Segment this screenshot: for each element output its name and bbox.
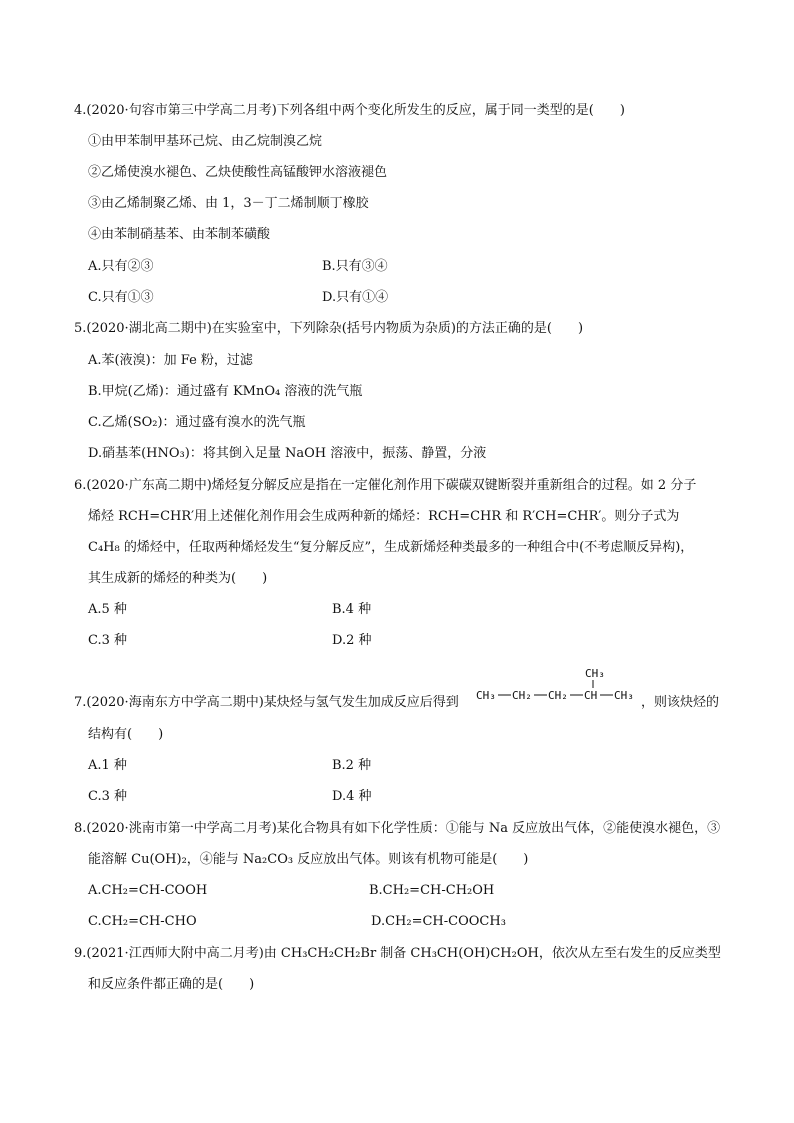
formula-atom-2: CH₂ <box>512 689 532 702</box>
question-7-option-d: D.4 种 <box>332 789 372 804</box>
question-7-stem-line-2: 结构有( ) <box>88 727 164 742</box>
question-7-option-c: C.3 种 <box>88 789 128 804</box>
question-6-option-a: A.5 种 <box>88 602 127 617</box>
question-4-option-b: B.只有③④ <box>322 259 388 274</box>
question-7-option-a: A.1 种 <box>88 758 127 773</box>
structural-formula <box>476 666 640 710</box>
question-4-option-c: C.只有①③ <box>88 290 154 305</box>
question-6-stem: 6.(2020·广东高二期中)烯烃复分解反应是指在一定催化剂作用下碳碳双键断裂并重新组合的过程。如 2 分子 <box>74 478 697 493</box>
question-8-stem: 8.(2020·洮南市第一中学高二月考)某化合物具有如下化学性质：①能与 Na 反应放出气体，②能使溴水褪色，③ <box>74 821 721 836</box>
question-6-stem-line-4: 其生成新的烯烃的种类为( ) <box>88 571 268 586</box>
formula-atom-3: CH₂ <box>548 689 568 702</box>
question-8-stem-line-2: 能溶解 Cu(OH)₂，④能与 Na₂CO₃ 反应放出气体。则该有机物可能是( ) <box>88 852 529 867</box>
question-6-stem-line-3: C₄H₈ 的烯烃中，任取两种烯烃发生“复分解反应”，生成新烯烃种类最多的一种组合中(不考虑顺反异构)， <box>88 540 694 555</box>
question-5-option-d: D.硝基苯(HNO₃)：将其倒入足量 NaOH 溶液中，振荡、静置，分液 <box>88 446 487 461</box>
question-4-item-3: ③由乙烯制聚乙烯、由 1，3－丁二烯制顺丁橡胶 <box>88 196 369 211</box>
question-6-option-d: D.2 种 <box>332 633 372 648</box>
question-8-option-b: B.CH₂=CH-CH₂OH <box>369 883 495 898</box>
question-6-option-b: B.4 种 <box>332 602 372 617</box>
question-4-stem: 4.(2020·句容市第三中学高二月考)下列各组中两个变化所发生的反应，属于同一类型的是( ) <box>74 103 625 118</box>
question-4-option-d: D.只有①④ <box>322 290 389 305</box>
question-9-stem: 9.(2021·江西师大附中高二月考)由 CH₃CH₂CH₂Br 制备 CH₃CH(OH)CH₂OH，依次从左至右发生的反应类型 <box>74 946 721 961</box>
question-6-stem-line-2: 烯烃 RCH=CHR′用上述催化剂作用会生成两种新的烯烃：RCH=CHR 和 R′CH=CHR′。则分子式为 <box>88 509 680 524</box>
question-6-option-c: C.3 种 <box>88 633 128 648</box>
question-5-option-c: C.乙烯(SO₂)：通过盛有溴水的洗气瓶 <box>88 415 306 430</box>
question-7-option-b: B.2 种 <box>332 758 372 773</box>
question-5-option-b: B.甲烷(乙烯)：通过盛有 KMnO₄ 溶液的洗气瓶 <box>88 384 363 399</box>
question-8-option-c: C.CH₂=CH-CHO <box>88 914 197 929</box>
formula-atom-5: CH₃ <box>614 689 634 702</box>
question-7-stem: 7.(2020·海南东方中学高二期中)某炔烃与氢气发生加成反应后得到 <box>74 695 459 710</box>
question-4-item-2: ②乙烯使溴水褪色、乙炔使酸性高锰酸钾水溶液褪色 <box>88 165 388 180</box>
question-9-stem-line-2: 和反应条件都正确的是( ) <box>88 977 255 992</box>
formula-branch-ch3: CH₃ <box>585 667 605 680</box>
question-8-option-a: A.CH₂=CH-COOH <box>88 883 208 898</box>
formula-atom-4: CH <box>584 689 598 702</box>
question-4-option-a: A.只有②③ <box>88 259 154 274</box>
question-5-option-a: A.苯(液溴)：加 Fe 粉，过滤 <box>88 353 253 368</box>
question-4-item-4: ④由苯制硝基苯、由苯制苯磺酸 <box>88 227 271 242</box>
question-7-stem-after: ，则该炔烃的 <box>641 695 720 710</box>
question-5-stem: 5.(2020·湖北高二期中)在实验室中，下列除杂(括号内物质为杂质)的方法正确的是( ) <box>74 321 584 336</box>
question-4-item-1: ①由甲苯制甲基环己烷、由乙烷制溴乙烷 <box>88 134 323 149</box>
formula-atom-1: CH₃ <box>476 689 496 702</box>
question-8-option-d: D.CH₂=CH-COOCH₃ <box>371 914 506 929</box>
